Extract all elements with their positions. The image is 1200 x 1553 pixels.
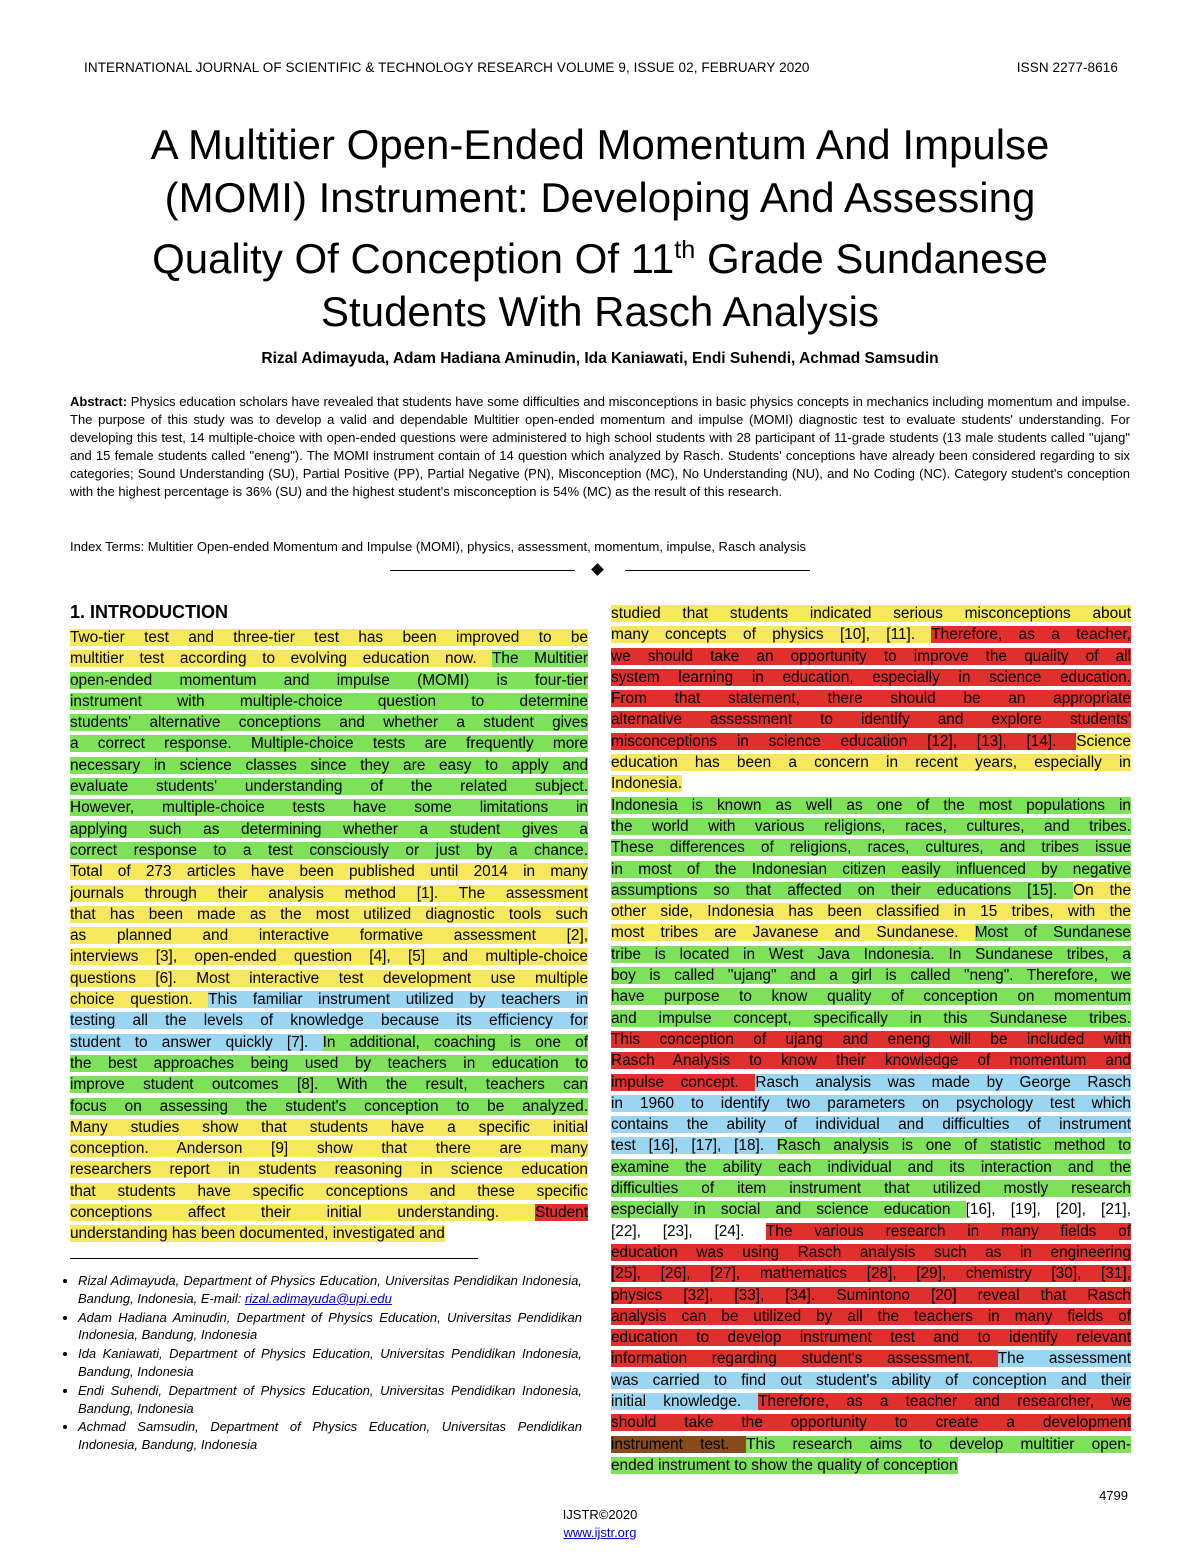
- text-run: multitier test according to evolving education now.: [70, 650, 493, 668]
- text-line: [611, 1199, 1131, 1220]
- text-line: [70, 755, 588, 776]
- text-run: improve student outcomes [8]. With the result, teachers can: [70, 1076, 588, 1094]
- text-run: Rasch analysis was made by George Rasch: [755, 1073, 1131, 1091]
- text-run: test [16], [17], [18].: [611, 1137, 777, 1155]
- text-run: information regarding student's assessment.: [611, 1350, 998, 1368]
- text-run: system learning in education, especially in science education.: [611, 668, 1131, 686]
- text-run: interviews [3], open-ended question [4], [5] and multiple-choice: [70, 948, 588, 966]
- text-line: [70, 1117, 588, 1138]
- text-line: [611, 731, 1131, 752]
- text-run: researchers report in students reasoning in science education: [70, 1161, 588, 1179]
- footnote-rule: [70, 1258, 478, 1259]
- text-line: [611, 922, 1131, 943]
- text-line: [70, 733, 588, 754]
- text-line: [611, 1455, 1131, 1476]
- text-run: initial knowledge.: [611, 1392, 759, 1410]
- text-line: [611, 1327, 1131, 1348]
- text-line: [611, 1221, 1131, 1242]
- text-line: [70, 797, 588, 818]
- text-run: should take the opportunity to create a development: [611, 1414, 1131, 1432]
- text-run: [22], [23], [24].: [611, 1222, 766, 1240]
- text-line: [611, 795, 1131, 816]
- text-run: [25], [26], [27], mathematics [28], [29], chemistry [30], [31],: [611, 1265, 1131, 1283]
- copyright: IJSTR©2020: [562, 1507, 638, 1522]
- text-run: education to develop instrument test and to identify relevant: [611, 1329, 1131, 1347]
- page-number: 4799: [1099, 1488, 1128, 1503]
- text-run: the best approaches being used by teachers in education to: [70, 1054, 588, 1072]
- text-line: [70, 670, 588, 691]
- journal-header: INTERNATIONAL JOURNAL OF SCIENTIFIC & TECHNOLOGY RESEARCH VOLUME 9, ISSUE 02, FEBRUARY 2020: [84, 60, 810, 75]
- text-line: [611, 646, 1131, 667]
- text-line: [611, 709, 1131, 730]
- body-column-left: [70, 627, 588, 1245]
- text-line: [611, 1072, 1131, 1093]
- title-line: Quality Of Conception Of 11th Grade Sundanese: [152, 235, 1048, 282]
- text-run: However, multiple-choice tests have some limitations in: [70, 799, 588, 817]
- text-run: difficulties of item instrument that utilized mostly research: [611, 1180, 1131, 1198]
- text-run: we should take an opportunity to improve the quality of all: [611, 647, 1131, 665]
- text-run: Science: [1076, 732, 1131, 750]
- text-line: [611, 1306, 1131, 1327]
- section-heading: 1. INTRODUCTION: [70, 602, 229, 622]
- footnote-text: Achmad Samsudin, Department of Physics Education, Universitas Pendidikan Indonesia, Bandung, Indonesia: [78, 1419, 582, 1453]
- text-run: education has been a concern in recent years, especially in: [611, 754, 1131, 772]
- text-run: evaluate students' understanding of the related subject.: [70, 778, 588, 796]
- text-run: Sumintono [20] reveal that Rasch: [836, 1286, 1131, 1304]
- text-run: Therefore, as a teacher and researcher, we: [758, 1392, 1131, 1410]
- text-line: [70, 968, 588, 989]
- text-run: correct response to a test consciously or just by a chance.: [70, 841, 588, 859]
- text-line: [70, 1074, 588, 1095]
- text-line: [611, 1050, 1131, 1071]
- paper-title: [60, 118, 1140, 338]
- text-run: impulse concept.: [611, 1073, 756, 1091]
- text-run: Indonesia is known as well as one of the most populations in: [611, 796, 1131, 814]
- text-line: [70, 989, 588, 1010]
- text-line: [611, 901, 1131, 922]
- text-run: conceptions affect their initial understanding.: [70, 1204, 535, 1222]
- text-line: [611, 603, 1131, 624]
- text-run: These differences of religions, races, cultures, and tribes issue: [611, 839, 1131, 857]
- text-run: analysis can be utilized by all the teachers in many fields of: [611, 1307, 1131, 1325]
- text-run: questions [6]. Most interactive test development use multiple: [70, 969, 588, 987]
- text-run: testing all the levels of knowledge because its efficiency for: [70, 1012, 588, 1030]
- text-run: necessary in science classes since they are easy to apply and: [70, 756, 588, 774]
- text-run: boy is called "ujang" and a girl is called "neng". Therefore, we: [611, 967, 1131, 985]
- text-run: focus on assessing the student's conception to be analyzed.: [70, 1097, 588, 1115]
- text-run: Total of 273 articles have been published until 2014 in many: [70, 863, 588, 881]
- page-footer: [0, 1506, 1200, 1542]
- text-line: [611, 1263, 1131, 1284]
- text-line: [70, 776, 588, 797]
- journal-link[interactable]: www.ijstr.org: [563, 1525, 637, 1540]
- text-run: the world with various religions, races, cultures, and tribes.: [611, 817, 1131, 835]
- text-line: [611, 667, 1131, 688]
- text-line: [611, 1348, 1131, 1369]
- text-run: education was using Rasch analysis such as in engineering: [611, 1243, 1131, 1261]
- text-run: journals through their analysis method [1]. The assessment: [70, 884, 588, 902]
- text-line: [70, 1096, 588, 1117]
- text-line: [611, 1029, 1131, 1050]
- text-line: [611, 688, 1131, 709]
- text-run: many concepts of physics [10], [11].: [611, 626, 932, 644]
- text-run: that students have specific conceptions and these specific: [70, 1182, 588, 1200]
- text-run: was carried to find out student's ability of conception and their: [611, 1371, 1131, 1389]
- text-run: Rasch analysis is one of statistic method to: [776, 1137, 1131, 1155]
- text-run: and impulse concept, specifically in this Sundanese tribes.: [611, 1009, 1131, 1027]
- email-link[interactable]: rizal.adimayuda@upi.edu: [244, 1290, 392, 1306]
- text-run: that has been made as the most utilized diagnostic tools such: [70, 905, 588, 923]
- text-line: [70, 1010, 588, 1031]
- text-line: [611, 837, 1131, 858]
- abstract-label: Abstract:: [70, 394, 128, 409]
- text-line: [70, 648, 588, 669]
- text-line: [611, 1285, 1131, 1306]
- text-run: [16], [19], [20], [21],: [965, 1201, 1131, 1219]
- text-run: contains the ability of individual and difficulties of instrument: [611, 1116, 1131, 1134]
- text-line: [611, 1093, 1131, 1114]
- text-run: tribe is located in West Java Indonesia. In Sundanese tribes, a: [611, 945, 1131, 963]
- text-run: Indonesia.: [611, 775, 683, 793]
- text-run: Many studies show that students have a specific initial: [70, 1118, 588, 1136]
- text-line: [611, 986, 1131, 1007]
- text-run: most tribes are Javanese and Sundanese.: [611, 924, 975, 942]
- text-run: conception. Anderson [9] show that there are many: [70, 1140, 588, 1158]
- text-run: On the: [1073, 881, 1131, 899]
- text-line: [611, 624, 1131, 645]
- text-line: [611, 1434, 1131, 1455]
- text-run: physics [32], [33], [34].: [611, 1286, 837, 1304]
- text-line: [70, 904, 588, 925]
- text-run: other side, Indonesia has been classified in 15 tribes, with the: [611, 903, 1131, 921]
- text-line: [70, 840, 588, 861]
- text-line: [70, 627, 588, 648]
- text-line: [611, 859, 1131, 880]
- text-run: applying such as determining whether a student gives a: [70, 820, 588, 838]
- text-run: in 1960 to identify two parameters on psychology test which: [611, 1094, 1131, 1112]
- text-line: [611, 1178, 1131, 1199]
- divider-line: [625, 570, 810, 571]
- text-line: [70, 819, 588, 840]
- text-run: misconceptions in science education [12], [13], [14].: [611, 732, 1077, 750]
- text-line: [611, 816, 1131, 837]
- text-run: In additional, coaching is one of: [322, 1033, 588, 1051]
- text-line: [611, 1242, 1131, 1263]
- text-line: [70, 1223, 588, 1244]
- text-run: The Multitier: [492, 650, 588, 668]
- text-line: [611, 1370, 1131, 1391]
- text-run: a correct response. Multiple-choice tests are frequently more: [70, 735, 588, 753]
- text-run: From that statement, there should be an appropriate: [611, 690, 1131, 708]
- text-line: [611, 1412, 1131, 1433]
- footnote-item: [78, 1309, 582, 1345]
- text-run: as planned and interactive formative assessment [2],: [70, 927, 588, 945]
- index-terms-label: Index Terms: [70, 539, 141, 554]
- text-run: instrument with multiple-choice question to determine: [70, 692, 588, 710]
- body-column-right: [611, 603, 1131, 1476]
- text-line: [611, 752, 1131, 773]
- title-line: (MOMI) Instrument: Developing And Assessing: [164, 174, 1036, 221]
- footnote-text: Adam Hadiana Aminudin, Department of Physics Education, Universitas Pendidikan Indonesia, Bandung, Indonesia: [78, 1309, 582, 1343]
- text-line: [611, 1157, 1131, 1178]
- text-run: This research aims to develop multitier open-: [746, 1435, 1131, 1453]
- footnote-text: Endi Suhendi, Department of Physics Education, Universitas Pendidikan Indonesia, Bandung, Indonesia: [78, 1382, 582, 1416]
- text-line: [611, 880, 1131, 901]
- text-run: examine the ability each individual and its interaction and the: [611, 1158, 1131, 1176]
- issn: ISSN 2277-8616: [1016, 60, 1118, 75]
- text-run: assumptions so that affected on their educations [15].: [611, 881, 1074, 899]
- footnote-text: Rizal Adimayuda, Department of Physics Education, Universitas Pendidikan Indonesia, Bandung, Indonesia, E-mail:: [78, 1273, 582, 1306]
- title-line: A Multitier Open-Ended Momentum And Impulse: [150, 121, 1050, 168]
- text-line: [611, 944, 1131, 965]
- footnote-list: [62, 1272, 582, 1454]
- text-line: [70, 1202, 588, 1223]
- running-header: [84, 60, 1118, 75]
- footnote-text: Ida Kaniawati, Department of Physics Education, Universitas Pendidikan Indonesia, Bandung, Indonesia: [78, 1346, 582, 1379]
- text-run: in most of the Indonesian citizen easily influenced by negative: [611, 860, 1131, 878]
- text-run: Therefore, as a teacher,: [931, 626, 1131, 644]
- footnote-item: [78, 1418, 582, 1454]
- text-run: open-ended momentum and impulse (MOMI) is four-tier: [70, 671, 588, 689]
- text-line: [70, 925, 588, 946]
- text-run: have purpose to know quality of conception on momentum: [611, 988, 1131, 1006]
- text-line: [611, 1008, 1131, 1029]
- abstract-text: Physics education scholars have revealed that students have some difficulties and misconceptions in basic physics concepts in mechanics including momentum and impulse. The purpose of this study was to develop a valid and dependable Multitier open-ended momentum and impulse (MOMI) diagnostic test to evaluate students' understanding. For developing this test, 14 multiple-choice with open-ended questions were administered to high school students with 28 participant of 11-grade students (13 male students called "ujang" and 15 female students called "eneng"). The MOMI instrument contain of 14 question which analyzed by Rasch. Students' conceptions have already been considered regarding to six categories; Sound Understanding (SU), Partial Positive (PP), Partial Negative (PN), Misconception (MC), No Understanding (NU), and No Coding (NC). Category student's conception with the highest percentage is 36% (SU) and the highest student's misconception is 54% (MC) as the result of this research.: [70, 394, 1130, 500]
- text-run: ended instrument to show the quality of conception: [611, 1456, 958, 1474]
- text-line: [70, 1159, 588, 1180]
- text-line: [70, 712, 588, 733]
- author-list: Rizal Adimayuda, Adam Hadiana Aminudin, Ida Kaniawati, Endi Suhendi, Achmad Samsudin: [261, 350, 939, 367]
- text-run: understanding has been documented, investigated and: [70, 1225, 445, 1243]
- text-run: Rasch Analysis to know their knowledge of momentum and: [611, 1052, 1131, 1070]
- text-run: Most of Sundanese: [974, 924, 1131, 942]
- divider-line: [390, 570, 575, 571]
- text-run: This familiar instrument utilized by teachers in: [208, 991, 588, 1009]
- text-run: choice question.: [70, 991, 209, 1009]
- text-run: The various research in many fields of: [765, 1222, 1131, 1240]
- text-line: [70, 883, 588, 904]
- text-line: [611, 1114, 1131, 1135]
- text-line: [611, 773, 1131, 794]
- text-line: [611, 965, 1131, 986]
- title-line: Students With Rasch Analysis: [321, 288, 879, 335]
- footnotes: [62, 1272, 582, 1455]
- text-run: Two-tier test and three-tier test has been improved to be: [70, 629, 588, 646]
- diamond-icon: [591, 563, 604, 576]
- text-run: students' alternative conceptions and whether a student gives: [70, 714, 588, 732]
- text-line: [70, 1181, 588, 1202]
- text-run: The assessment: [997, 1350, 1131, 1368]
- text-run: alternative assessment to identify and explore students': [611, 711, 1131, 729]
- footnote-item: [78, 1272, 582, 1308]
- text-run: studied that students indicated serious misconceptions about: [611, 605, 1131, 622]
- text-run: instrument test.: [611, 1435, 747, 1453]
- text-run: This conception of ujang and eneng will be included with: [611, 1030, 1131, 1048]
- index-terms-text: : Multitier Open-ended Momentum and Impulse (MOMI), physics, assessment, momentum, impulse, Rasch analysis: [140, 539, 806, 554]
- index-terms: [70, 539, 1130, 554]
- text-line: [70, 1032, 588, 1053]
- text-run: student to answer quickly [7].: [70, 1033, 323, 1051]
- footnote-item: [78, 1382, 582, 1418]
- text-line: [611, 1391, 1131, 1412]
- text-run: especially in social and science education: [611, 1201, 966, 1219]
- text-line: [70, 1138, 588, 1159]
- text-run: Student: [534, 1204, 588, 1222]
- section-divider: [390, 562, 810, 578]
- text-line: [70, 861, 588, 882]
- text-line: [70, 946, 588, 967]
- footnote-item: [78, 1345, 582, 1381]
- text-line: [70, 691, 588, 712]
- text-line: [70, 1053, 588, 1074]
- abstract: [70, 393, 1130, 502]
- text-line: [611, 1135, 1131, 1156]
